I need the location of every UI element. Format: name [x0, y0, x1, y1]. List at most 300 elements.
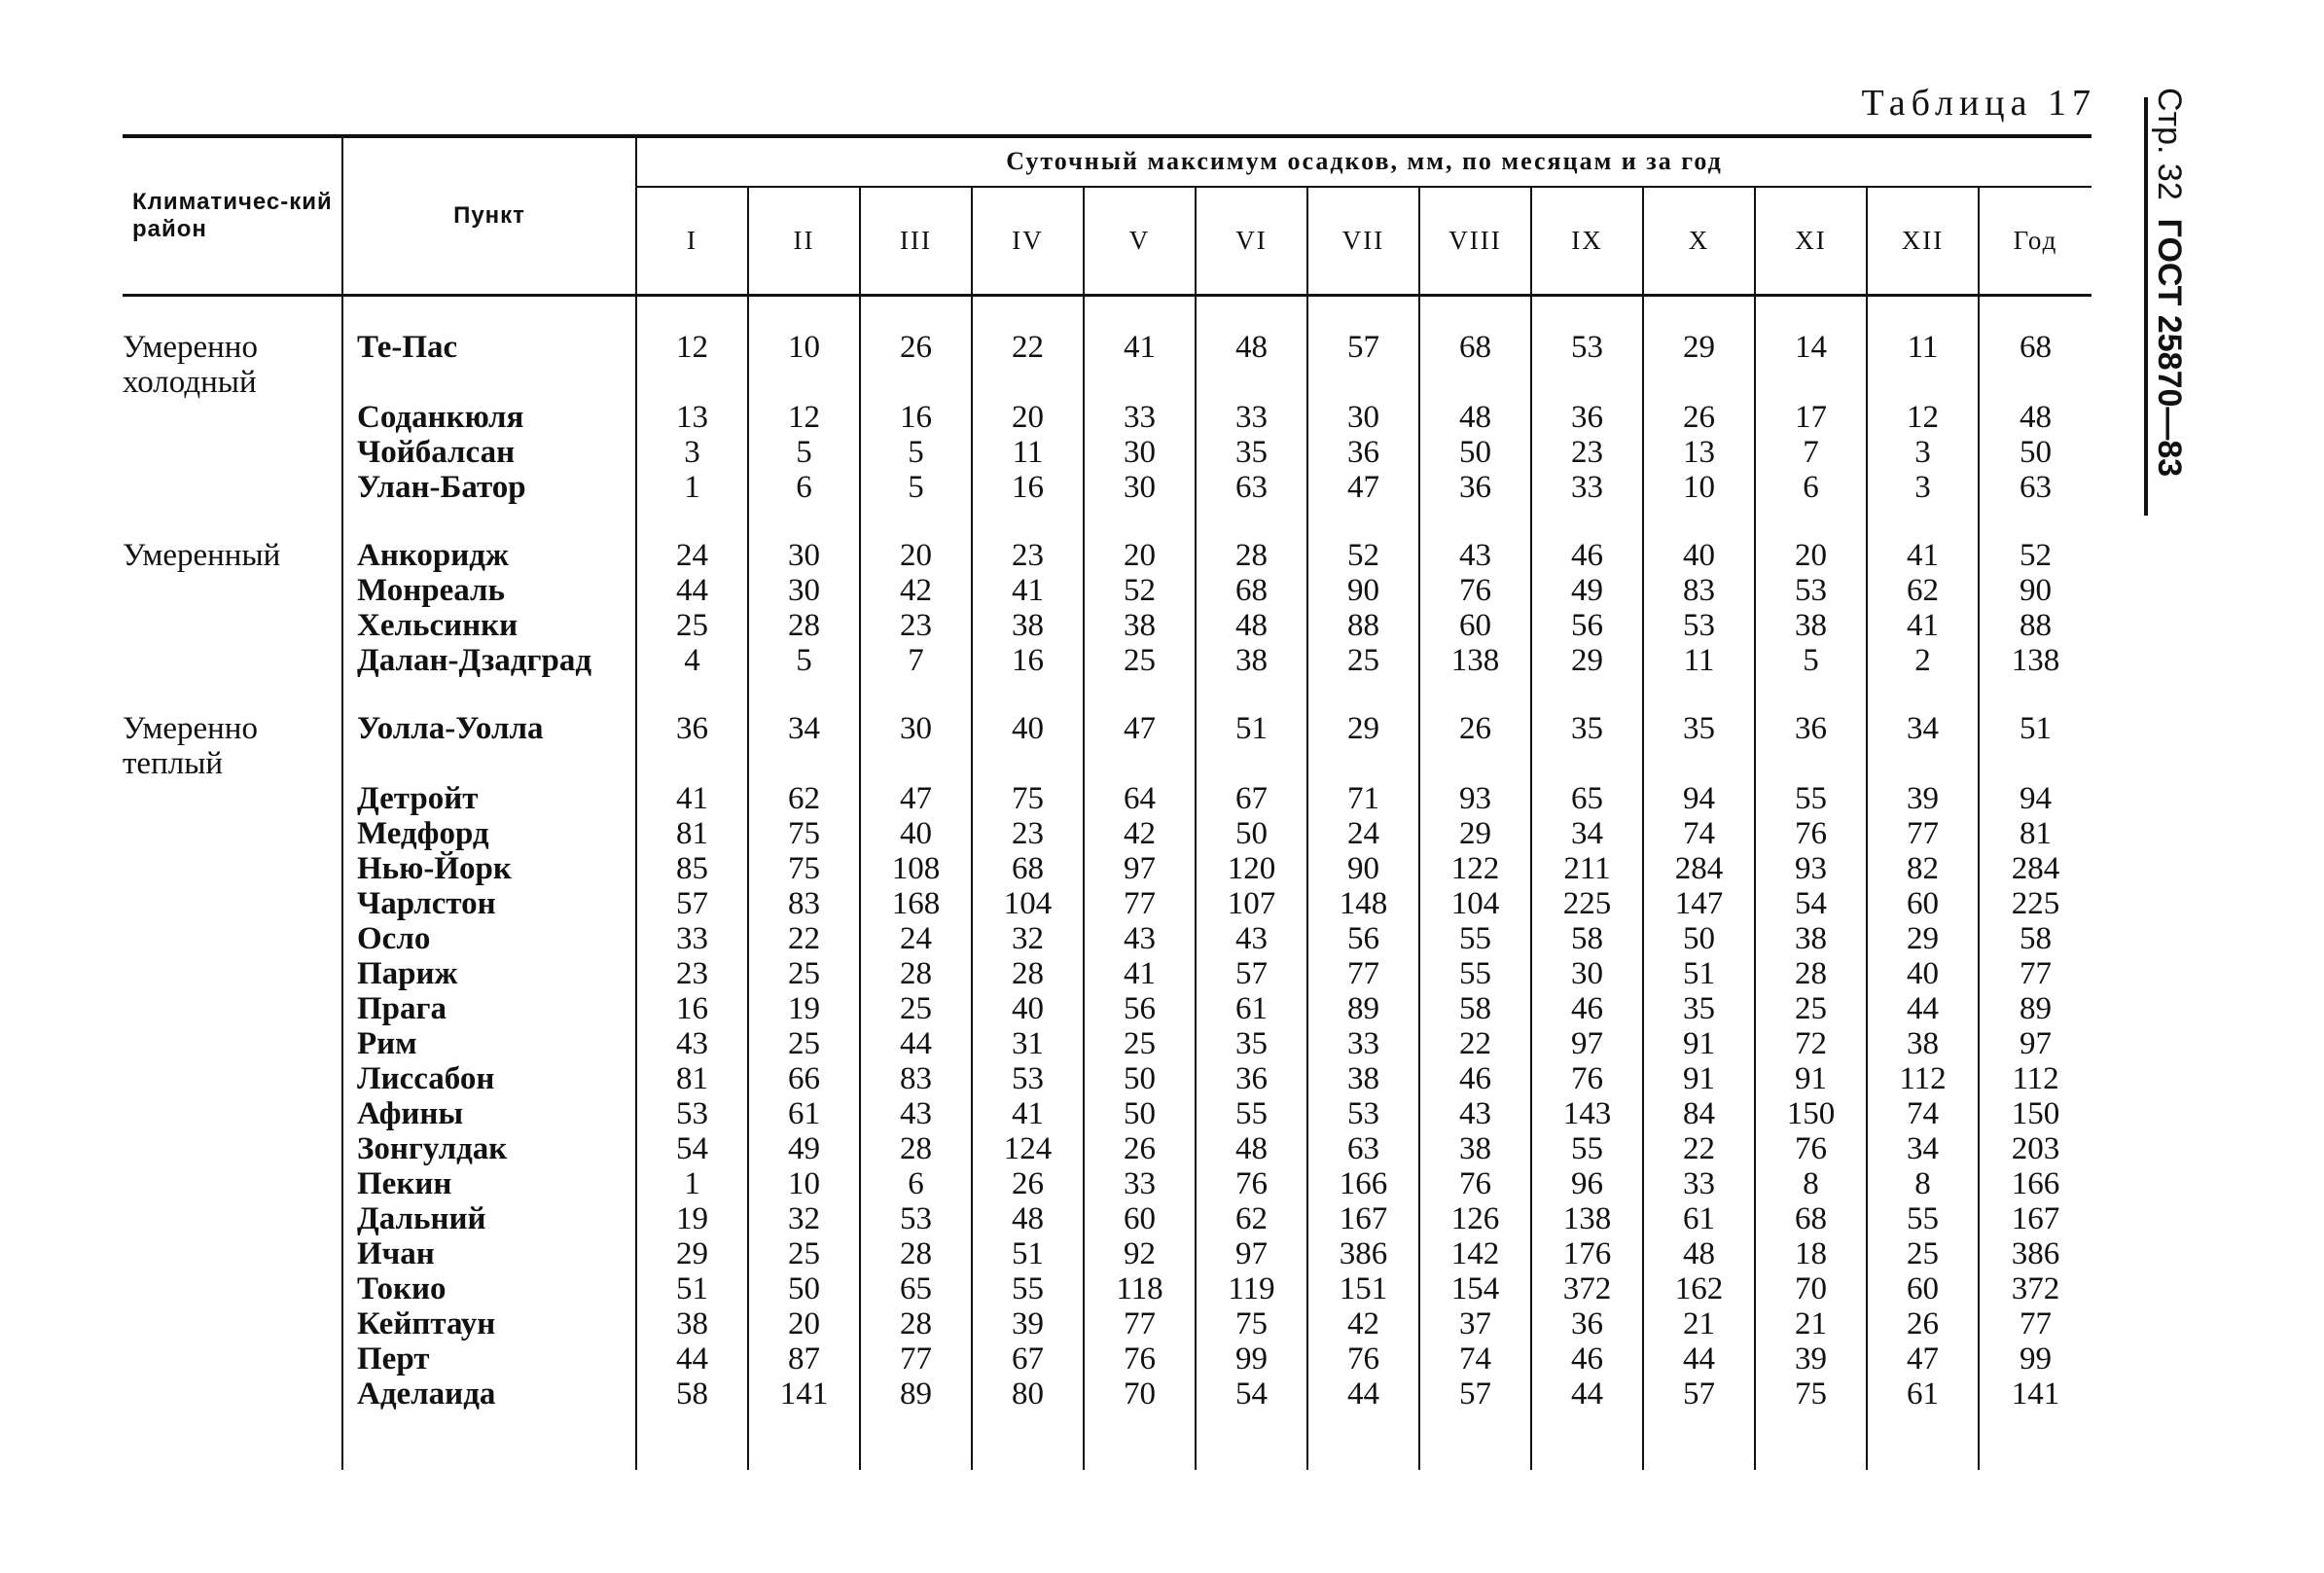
month-value-cell: 58 [1419, 991, 1531, 1026]
month-value-cell: 22 [748, 921, 860, 956]
month-value-cell: 36 [1419, 470, 1531, 505]
month-value-cell: 55 [1755, 781, 1867, 816]
month-value-cell: 38 [972, 608, 1084, 643]
month-value-cell: 5 [860, 435, 972, 470]
month-value-cell: 6 [1755, 470, 1867, 505]
month-value-cell: 41 [1867, 538, 1979, 573]
year-value-cell: 89 [2020, 991, 2053, 1026]
region-cell: Умеренный [123, 538, 281, 573]
month-value-cell: 57 [1196, 956, 1307, 991]
year-value-cell: 97 [2020, 1026, 2053, 1061]
month-value-cell: 42 [860, 573, 972, 608]
month-value-cell: 148 [1307, 886, 1419, 921]
month-value-cell: 28 [972, 956, 1084, 991]
month-value-cell: 43 [1419, 538, 1531, 573]
year-value-cell: 90 [2020, 573, 2053, 608]
month-value-cell: 18 [1755, 1236, 1867, 1271]
month-value-cell: 5 [748, 435, 860, 470]
table-row [123, 400, 2092, 435]
month-value-cell: 66 [748, 1061, 860, 1096]
table-row [123, 886, 2092, 921]
month-value-cell: 120 [1196, 851, 1307, 886]
month-value-cell: 30 [1084, 435, 1196, 470]
month-value-cell: 44 [1531, 1376, 1643, 1412]
month-value-cell: 62 [1196, 1201, 1307, 1236]
month-value-cell: 36 [1531, 1306, 1643, 1341]
month-value-cell: 37 [1419, 1306, 1531, 1341]
month-value-cell: 40 [1867, 956, 1979, 991]
year-value-cell: 51 [2020, 711, 2053, 746]
point-cell: Улан-Батор [342, 470, 636, 505]
header-month: XI [1755, 187, 1867, 296]
month-value-cell: 2 [1867, 643, 1979, 678]
month-value-cell: 3 [1867, 435, 1979, 470]
month-value-cell: 60 [1867, 886, 1979, 921]
table-caption: Таблица 17 [1861, 83, 2096, 124]
month-value-cell: 43 [636, 1026, 748, 1061]
month-value-cell: 33 [1084, 400, 1196, 435]
month-value-cell: 107 [1196, 886, 1307, 921]
point-cell: Далан-Дзадград [342, 643, 636, 678]
month-value-cell: 104 [972, 886, 1084, 921]
month-value-cell: 23 [860, 608, 972, 643]
month-value-cell: 12 [636, 330, 748, 400]
table-row [123, 1341, 2092, 1376]
month-value-cell: 167 [1307, 1201, 1419, 1236]
year-value-cell: 386 [2011, 1236, 2060, 1271]
month-value-cell: 36 [636, 711, 748, 781]
point-cell: Перт [342, 1341, 636, 1376]
month-value-cell: 25 [1084, 1026, 1196, 1061]
month-value-cell: 20 [1755, 538, 1867, 573]
month-value-cell: 53 [1755, 573, 1867, 608]
point-cell: Хельсинки [342, 608, 636, 643]
month-value-cell: 16 [972, 470, 1084, 505]
month-value-cell: 77 [860, 1341, 972, 1376]
month-value-cell: 33 [1531, 470, 1643, 505]
month-value-cell: 30 [1531, 956, 1643, 991]
month-value-cell: 32 [748, 1201, 860, 1236]
year-value-cell: 166 [2011, 1166, 2060, 1201]
table-row [123, 1306, 2092, 1341]
table-row [123, 851, 2092, 886]
region-cell [123, 1166, 342, 1201]
month-value-cell: 11 [972, 435, 1084, 470]
region-cell [123, 1306, 342, 1341]
region-cell [123, 851, 342, 886]
month-value-cell: 76 [1419, 573, 1531, 608]
month-value-cell: 284 [1643, 851, 1755, 886]
month-value-cell: 25 [1307, 643, 1419, 678]
month-value-cell: 83 [748, 886, 860, 921]
month-value-cell: 71 [1307, 781, 1419, 816]
month-value-cell: 35 [1643, 991, 1755, 1026]
table-row [123, 956, 2092, 991]
point-cell: Чарлстон [342, 886, 636, 921]
month-value-cell: 39 [972, 1306, 1084, 1341]
month-value-cell: 38 [1419, 1131, 1531, 1166]
table-row [123, 816, 2092, 851]
precipitation-table [123, 134, 2092, 1470]
table-row [123, 1096, 2092, 1131]
month-value-cell: 386 [1307, 1236, 1419, 1271]
month-value-cell: 12 [748, 400, 860, 435]
month-value-cell: 38 [636, 1306, 748, 1341]
month-value-cell: 20 [860, 538, 972, 573]
table-row [123, 1236, 2092, 1271]
point-cell: Чойбалсан [342, 435, 636, 470]
month-value-cell: 1 [636, 1166, 748, 1201]
month-value-cell: 25 [1755, 991, 1867, 1026]
month-value-cell: 38 [1755, 921, 1867, 956]
month-value-cell: 25 [748, 956, 860, 991]
month-value-cell: 28 [748, 608, 860, 643]
month-value-cell: 35 [1531, 711, 1643, 781]
month-value-cell: 49 [1531, 573, 1643, 608]
month-value-cell: 42 [1084, 816, 1196, 851]
month-value-cell: 8 [1755, 1166, 1867, 1201]
month-value-cell: 122 [1419, 851, 1531, 886]
month-value-cell: 32 [972, 921, 1084, 956]
month-value-cell: 44 [1643, 1341, 1755, 1376]
month-value-cell: 168 [860, 886, 972, 921]
month-value-cell: 35 [1196, 435, 1307, 470]
month-value-cell: 7 [1755, 435, 1867, 470]
month-value-cell: 25 [636, 608, 748, 643]
month-value-cell: 6 [748, 470, 860, 505]
month-value-cell: 16 [972, 643, 1084, 678]
month-value-cell: 76 [1419, 1166, 1531, 1201]
point-cell: Лиссабон [342, 1061, 636, 1096]
month-value-cell: 54 [1755, 886, 1867, 921]
month-value-cell: 51 [972, 1236, 1084, 1271]
month-value-cell: 36 [1531, 400, 1643, 435]
month-value-cell: 47 [1867, 1341, 1979, 1376]
month-value-cell: 62 [748, 781, 860, 816]
month-value-cell: 17 [1755, 400, 1867, 435]
month-value-cell: 58 [636, 1376, 748, 1412]
month-value-cell: 68 [1419, 330, 1531, 400]
month-value-cell: 20 [972, 400, 1084, 435]
month-value-cell: 33 [1307, 1026, 1419, 1061]
table-row [123, 643, 2092, 678]
spacer-row [123, 678, 2092, 711]
month-value-cell: 34 [1531, 816, 1643, 851]
month-value-cell: 22 [1643, 1131, 1755, 1166]
month-value-cell: 33 [1196, 400, 1307, 435]
table-row [123, 1026, 2092, 1061]
month-value-cell: 22 [1419, 1026, 1531, 1061]
spacer-row [123, 1412, 2092, 1470]
year-value-cell: 50 [2020, 435, 2053, 470]
month-value-cell: 56 [1531, 608, 1643, 643]
table-row [123, 1376, 2092, 1412]
region-cell [123, 608, 342, 643]
header-month: IV [972, 187, 1084, 296]
month-value-cell: 25 [748, 1026, 860, 1061]
month-value-cell: 50 [1419, 435, 1531, 470]
year-value-cell: 52 [2020, 538, 2053, 573]
month-value-cell: 13 [636, 400, 748, 435]
point-cell: Аделаида [342, 1376, 636, 1412]
month-value-cell: 147 [1643, 886, 1755, 921]
header-month: VII [1307, 187, 1419, 296]
month-value-cell: 63 [1307, 1131, 1419, 1166]
month-value-cell: 57 [636, 886, 748, 921]
month-value-cell: 48 [1196, 608, 1307, 643]
region-cell [123, 573, 342, 608]
month-value-cell: 55 [1419, 921, 1531, 956]
month-value-cell: 38 [1755, 608, 1867, 643]
page-number: Стр. 32 [2151, 88, 2188, 200]
month-value-cell: 90 [1307, 851, 1419, 886]
month-value-cell: 54 [636, 1131, 748, 1166]
table-row [123, 921, 2092, 956]
month-value-cell: 10 [1643, 470, 1755, 505]
month-value-cell: 5 [860, 470, 972, 505]
month-value-cell: 54 [1196, 1376, 1307, 1412]
month-value-cell: 8 [1867, 1166, 1979, 1201]
month-value-cell: 16 [860, 400, 972, 435]
month-value-cell: 31 [972, 1026, 1084, 1061]
month-value-cell: 68 [972, 851, 1084, 886]
month-value-cell: 77 [1084, 1306, 1196, 1341]
month-value-cell: 85 [636, 851, 748, 886]
region-cell [123, 400, 342, 435]
month-value-cell: 63 [1196, 470, 1307, 505]
month-value-cell: 67 [1196, 781, 1307, 816]
point-cell: Осло [342, 921, 636, 956]
region-cell [123, 470, 342, 505]
month-value-cell: 30 [860, 711, 972, 781]
month-value-cell: 82 [1867, 851, 1979, 886]
month-value-cell: 20 [1084, 538, 1196, 573]
month-value-cell: 44 [1307, 1376, 1419, 1412]
month-value-cell: 166 [1307, 1166, 1419, 1201]
month-value-cell: 41 [1084, 956, 1196, 991]
month-value-cell: 34 [748, 711, 860, 781]
month-value-cell: 39 [1867, 781, 1979, 816]
region-cell [123, 1096, 342, 1131]
month-value-cell: 97 [1531, 1026, 1643, 1061]
region-cell [123, 1271, 342, 1306]
month-value-cell: 53 [860, 1201, 972, 1236]
month-value-cell: 53 [1643, 608, 1755, 643]
region-cell [123, 435, 342, 470]
month-value-cell: 119 [1196, 1271, 1307, 1306]
month-value-cell: 26 [1867, 1306, 1979, 1341]
month-value-cell: 49 [748, 1131, 860, 1166]
header-month: V [1084, 187, 1196, 296]
region-cell [123, 1026, 342, 1061]
month-value-cell: 75 [972, 781, 1084, 816]
month-value-cell: 225 [1531, 886, 1643, 921]
year-value-cell: 77 [2020, 1306, 2053, 1341]
year-value-cell: 68 [2020, 330, 2053, 365]
month-value-cell: 26 [1419, 711, 1531, 781]
month-value-cell: 61 [1867, 1376, 1979, 1412]
month-value-cell: 76 [1531, 1061, 1643, 1096]
month-value-cell: 97 [1196, 1236, 1307, 1271]
point-cell: Прага [342, 991, 636, 1026]
month-value-cell: 89 [860, 1376, 972, 1412]
month-value-cell: 25 [860, 991, 972, 1026]
year-value-cell: 81 [2020, 816, 2053, 851]
year-value-cell: 150 [2011, 1096, 2060, 1131]
month-value-cell: 30 [1307, 400, 1419, 435]
month-value-cell: 64 [1084, 781, 1196, 816]
month-value-cell: 51 [1196, 711, 1307, 781]
month-value-cell: 13 [1643, 435, 1755, 470]
header-month: IX [1531, 187, 1643, 296]
month-value-cell: 43 [1196, 921, 1307, 956]
month-value-cell: 48 [1419, 400, 1531, 435]
month-value-cell: 162 [1643, 1271, 1755, 1306]
month-value-cell: 44 [636, 1341, 748, 1376]
month-value-cell: 34 [1867, 1131, 1979, 1166]
month-value-cell: 25 [1084, 643, 1196, 678]
month-value-cell: 76 [1755, 816, 1867, 851]
month-value-cell: 48 [1196, 330, 1307, 400]
year-value-cell: 225 [2011, 886, 2060, 921]
month-value-cell: 47 [860, 781, 972, 816]
month-value-cell: 23 [972, 816, 1084, 851]
month-value-cell: 55 [1867, 1201, 1979, 1236]
region-cell [123, 643, 342, 678]
month-value-cell: 6 [860, 1166, 972, 1201]
month-value-cell: 176 [1531, 1236, 1643, 1271]
month-value-cell: 46 [1531, 991, 1643, 1026]
month-value-cell: 38 [1307, 1061, 1419, 1096]
month-value-cell: 38 [1867, 1026, 1979, 1061]
year-value-cell: 48 [2020, 400, 2053, 435]
standard-number: ГОСТ 25870—83 [2151, 218, 2188, 478]
header-region: Климатичес-кий район [123, 136, 342, 296]
table-row [123, 781, 2092, 816]
month-value-cell: 60 [1419, 608, 1531, 643]
month-value-cell: 52 [1307, 538, 1419, 573]
month-value-cell: 28 [860, 1236, 972, 1271]
month-value-cell: 48 [972, 1201, 1084, 1236]
month-value-cell: 53 [636, 1096, 748, 1131]
month-value-cell: 141 [748, 1376, 860, 1412]
month-value-cell: 92 [1084, 1236, 1196, 1271]
month-value-cell: 72 [1755, 1026, 1867, 1061]
point-cell: Анкоридж [342, 538, 636, 573]
month-value-cell: 3 [1867, 470, 1979, 505]
region-cell [123, 1376, 342, 1412]
point-cell: Афины [342, 1096, 636, 1131]
month-value-cell: 41 [972, 1096, 1084, 1131]
region-cell [123, 1341, 342, 1376]
month-value-cell: 61 [1196, 991, 1307, 1026]
month-value-cell: 19 [636, 1201, 748, 1236]
month-value-cell: 91 [1643, 1026, 1755, 1061]
month-value-cell: 44 [1867, 991, 1979, 1026]
month-value-cell: 83 [1643, 573, 1755, 608]
month-value-cell: 76 [1196, 1166, 1307, 1201]
side-rule [2144, 97, 2148, 516]
point-cell: Париж [342, 956, 636, 991]
month-value-cell: 28 [1196, 538, 1307, 573]
month-value-cell: 41 [972, 573, 1084, 608]
month-value-cell: 68 [1755, 1201, 1867, 1236]
month-value-cell: 211 [1531, 851, 1643, 886]
month-value-cell: 47 [1084, 711, 1196, 781]
month-value-cell: 40 [972, 991, 1084, 1026]
month-value-cell: 40 [1643, 538, 1755, 573]
table-row [123, 538, 2092, 573]
month-value-cell: 4 [636, 643, 748, 678]
point-cell: Ичан [342, 1236, 636, 1271]
month-value-cell: 50 [1084, 1096, 1196, 1131]
month-value-cell: 28 [1755, 956, 1867, 991]
month-value-cell: 29 [1531, 643, 1643, 678]
month-value-cell: 81 [636, 1061, 748, 1096]
month-value-cell: 14 [1755, 330, 1867, 400]
month-value-cell: 10 [748, 330, 860, 400]
month-value-cell: 1 [636, 470, 748, 505]
month-value-cell: 42 [1307, 1306, 1419, 1341]
year-value-cell: 94 [2020, 781, 2053, 816]
header-month: II [748, 187, 860, 296]
header-group: Суточный максимум осадков, мм, по месяцам и за год [636, 136, 2092, 187]
month-value-cell: 43 [1419, 1096, 1531, 1131]
month-value-cell: 93 [1755, 851, 1867, 886]
month-value-cell: 11 [1867, 330, 1979, 400]
point-cell: Монреаль [342, 573, 636, 608]
month-value-cell: 3 [636, 435, 748, 470]
month-value-cell: 88 [1307, 608, 1419, 643]
month-value-cell: 124 [972, 1131, 1084, 1166]
month-value-cell: 26 [1084, 1131, 1196, 1166]
month-value-cell: 40 [972, 711, 1084, 781]
month-value-cell: 91 [1643, 1061, 1755, 1096]
region-cell [123, 1131, 342, 1166]
month-value-cell: 70 [1084, 1376, 1196, 1412]
month-value-cell: 25 [1867, 1236, 1979, 1271]
month-value-cell: 47 [1307, 470, 1419, 505]
table-row [123, 1061, 2092, 1096]
month-value-cell: 56 [1084, 991, 1196, 1026]
month-value-cell: 51 [636, 1271, 748, 1306]
month-value-cell: 50 [1643, 921, 1755, 956]
month-value-cell: 67 [972, 1341, 1084, 1376]
header-point: Пункт [342, 136, 636, 296]
month-value-cell: 112 [1867, 1061, 1979, 1096]
month-value-cell: 62 [1867, 573, 1979, 608]
month-value-cell: 97 [1084, 851, 1196, 886]
month-value-cell: 108 [860, 851, 972, 886]
month-value-cell: 142 [1419, 1236, 1531, 1271]
month-value-cell: 50 [748, 1271, 860, 1306]
month-value-cell: 154 [1419, 1271, 1531, 1306]
header-month: I [636, 187, 748, 296]
month-value-cell: 126 [1419, 1201, 1531, 1236]
month-value-cell: 38 [1196, 643, 1307, 678]
month-value-cell: 372 [1531, 1271, 1643, 1306]
month-value-cell: 52 [1084, 573, 1196, 608]
table-row [123, 711, 2092, 781]
region-cell [123, 781, 342, 816]
point-cell: Токио [342, 1271, 636, 1306]
month-value-cell: 21 [1755, 1306, 1867, 1341]
point-cell: Дальний [342, 1201, 636, 1236]
month-value-cell: 48 [1196, 1131, 1307, 1166]
region-cell [123, 1061, 342, 1096]
month-value-cell: 29 [1419, 816, 1531, 851]
table-row [123, 1166, 2092, 1201]
